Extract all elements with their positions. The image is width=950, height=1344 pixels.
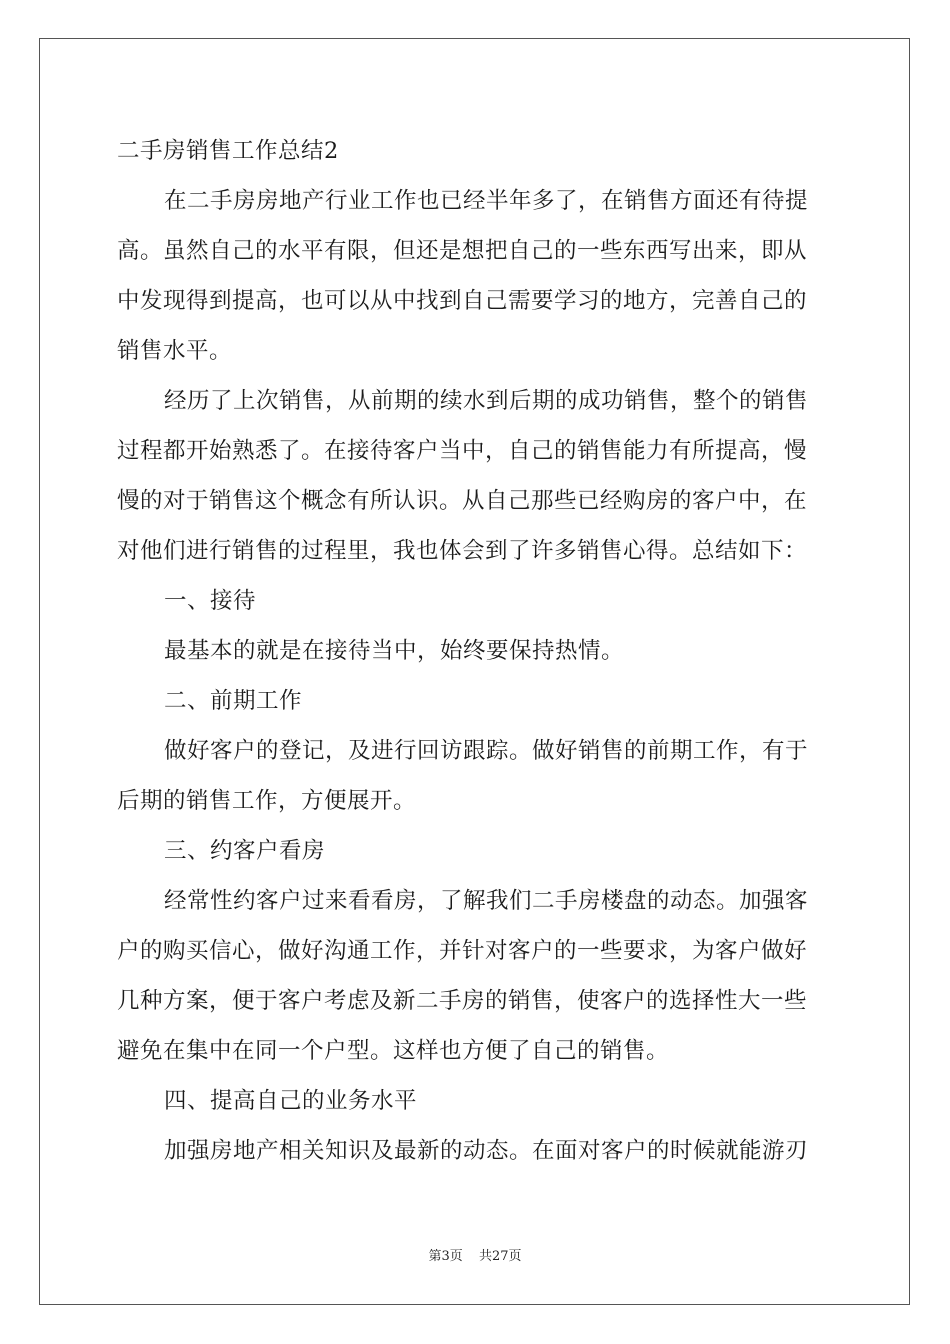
paragraph-line: 中发现得到提高，也可以从中找到自己需要学习的地方，完善自己的	[117, 288, 808, 314]
document-title: 二手房销售工作总结2	[117, 138, 339, 164]
document-body	[117, 126, 833, 1176]
paragraph-line: 最基本的就是在接待当中，始终要保持热情。	[164, 638, 625, 664]
paragraph-line: 户的购买信心，做好沟通工作，并针对客户的一些要求，为客户做好	[117, 938, 808, 964]
paragraph-line: 加强房地产相关知识及最新的动态。在面对客户的时候就能游刃	[164, 1138, 809, 1164]
section-heading: 三、约客户看房	[164, 838, 326, 864]
paragraph-line: 慢的对于销售这个概念有所认识。从自己那些已经购房的客户中，在	[117, 488, 808, 514]
page-number-current: 第3页	[428, 1249, 463, 1264]
page-footer	[0, 1245, 950, 1264]
paragraph-line: 在二手房房地产行业工作也已经半年多了，在销售方面还有待提	[164, 188, 809, 214]
paragraph-line: 避免在集中在同一个户型。这样也方便了自己的销售。	[117, 1038, 670, 1064]
section-heading: 四、提高自己的业务水平	[164, 1088, 418, 1114]
paragraph-line: 做好客户的登记，及进行回访跟踪。做好销售的前期工作，有于	[164, 738, 809, 764]
section-heading: 一、接待	[164, 588, 257, 614]
paragraph-line: 几种方案，便于客户考虑及新二手房的销售，使客户的选择性大一些	[117, 988, 808, 1014]
section-heading: 二、前期工作	[164, 688, 303, 714]
paragraph-line: 经历了上次销售，从前期的续水到后期的成功销售，整个的销售	[164, 388, 809, 414]
paragraph-line: 后期的销售工作，方便展开。	[117, 788, 417, 814]
paragraph-line: 过程都开始熟悉了。在接待客户当中，自己的销售能力有所提高，慢	[117, 438, 808, 464]
paragraph-line: 对他们进行销售的过程里，我也体会到了许多销售心得。总结如下：	[117, 538, 808, 564]
page-number-total: 共27页	[478, 1249, 522, 1264]
paragraph-line: 经常性约客户过来看看房，了解我们二手房楼盘的动态。加强客	[164, 888, 809, 914]
paragraph-line: 销售水平。	[117, 338, 233, 364]
paragraph-line: 高。虽然自己的水平有限，但还是想把自己的一些东西写出来，即从	[117, 238, 808, 264]
